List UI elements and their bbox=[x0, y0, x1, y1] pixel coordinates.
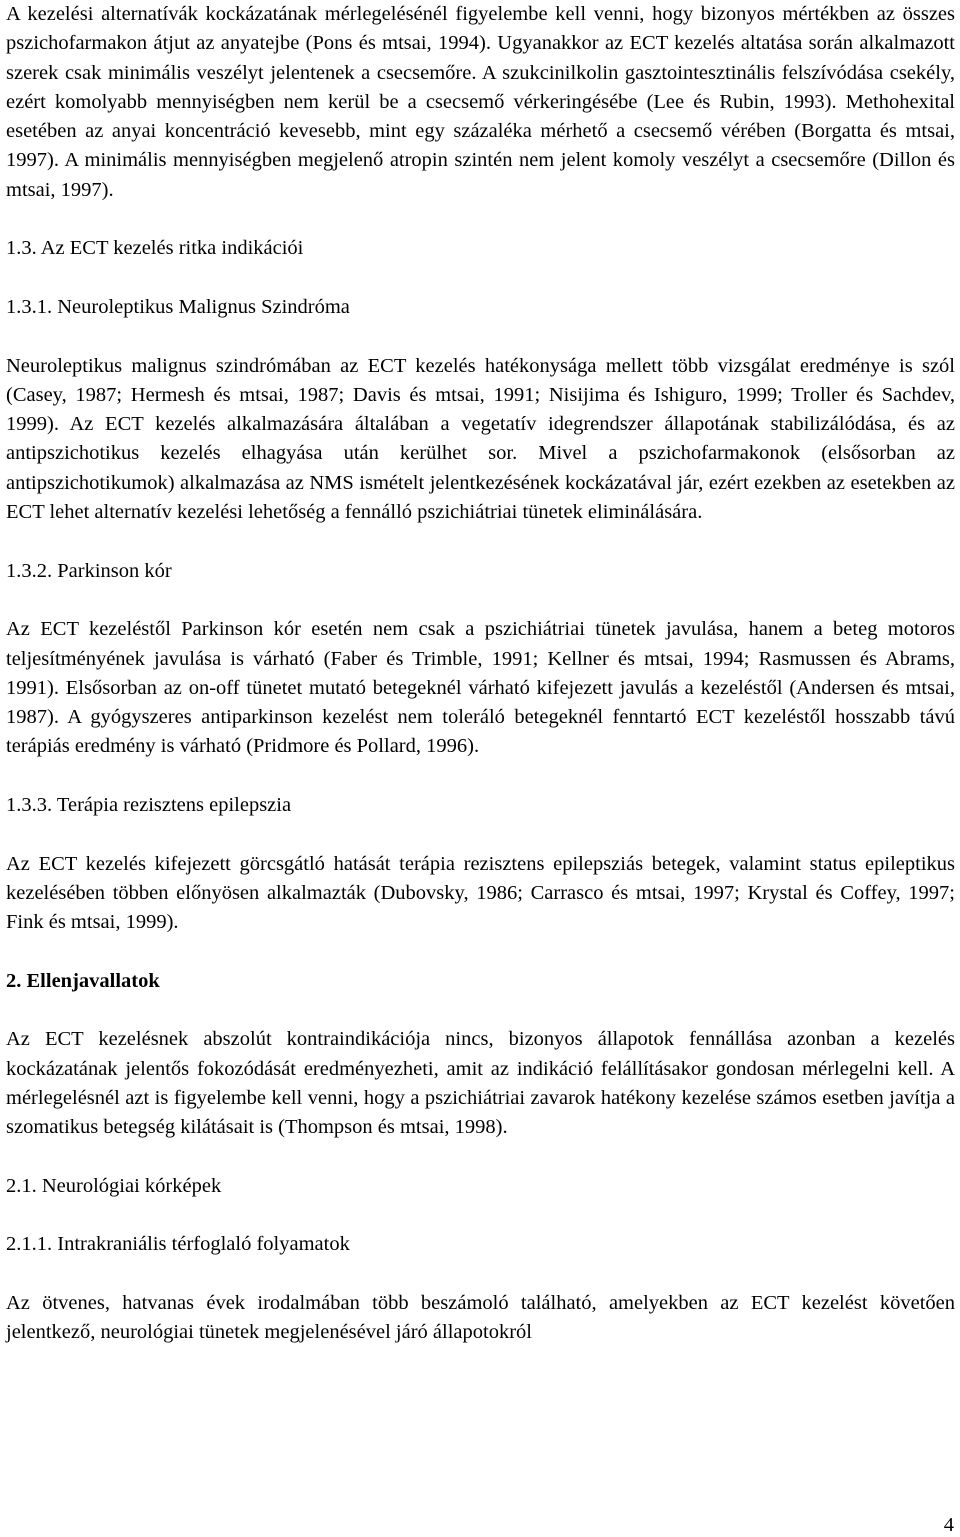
heading-contraindications: 2. Ellenjavallatok bbox=[6, 969, 160, 992]
paragraph-nms: Neuroleptikus malignus szindrómában az ECT kezelés hatékonysága mellett több vizsgálat eredménye is szól (Casey, 1987; Hermesh és mtsai, 1987; Davis és mtsai, 1991; Nisijima és Ishiguro, 1999; Troller és Sachdev, 1999). Az ECT kezelés alkalmazására általában a vegetatív idegrendszer állapotának stabilizálódása, és az antipszichotikus kezelés elhagyása után kerülhet sor. Mivel a pszichofarmakonok (elsősorban az antipszichotikumok) alkalmazása az NMS ismételt jelentkezésének kockázatával jár, ezért ezekben az esetekben az ECT lehet alternatív kezelési lehetőség a fennálló pszichiátriai tünetek eliminálására. bbox=[6, 354, 955, 524]
heading-epilepsy: 1.3.3. Terápia rezisztens epilepszia bbox=[6, 794, 292, 817]
heading-neurological: 2.1. Neurológiai kórképek bbox=[6, 1174, 222, 1197]
heading-intracranial: 2.1.1. Intrakraniális térfoglaló folyamatok bbox=[6, 1233, 350, 1256]
paragraph-epilepsy: Az ECT kezelés kifejezett görcsgátló hatását terápia rezisztens epilepsziás betegek, valamint status epileptikus kezelésében többen előnyösen alkalmazták (Dubovsky, 1986; Carrasco és mtsai, 1997; Krystal és Coffey, 1997; Fink és mtsai, 1999). bbox=[6, 852, 955, 934]
document-page bbox=[6, 0, 955, 1377]
heading-rare-indications: 1.3. Az ECT kezelés ritka indikációi bbox=[6, 237, 304, 260]
paragraph-intracranial: Az ötvenes, hatvanas évek irodalmában több beszámoló található, amelyekben az ECT kezelést követően jelentkező, neurológiai tünetek megjelenésével járó állapotokról bbox=[6, 1292, 955, 1344]
paragraph-parkinson: Az ECT kezeléstől Parkinson kór esetén nem csak a pszichiátriai tünetek javulása, hanem a beteg motoros teljesítményének javulása is várható (Faber és Trimble, 1991; Kellner és mtsai, 1994; Rasmussen és Abrams, 1991). Elsősorban az on-off tünetet mutató betegeknél várható kifejezett javulás a kezeléstől (Andersen és mtsai, 1987). A gyógyszeres antiparkinson kezelést nem toleráló betegeknél fenntartó ECT kezeléstől hosszabb távú terápiás eredmény is várható (Pridmore és Pollard, 1996). bbox=[6, 618, 955, 758]
paragraph-breastfeeding-risk: A kezelési alternatívák kockázatának mérlegelésénél figyelembe kell venni, hogy bizonyos mértékben az összes pszichofarmakon átjut az anyatejbe (Pons és mtsai, 1994). Ugyanakkor az ECT kezelés altatása során alkalmazott szerek csak minimális veszélyt jelentenek a csecsemőre. A szukcinilkolin gasztointesztinális felszívódása csekély, ezért komolyabb mennyiségben nem kerül be a csecsemő vérkeringésébe (Lee és Rubin, 1993). Methohexital esetében az anyai koncentráció kevesebb, mint egy százaléka mérhető a csecsemő vérében (Borgatta és mtsai, 1997). A minimális mennyiségben megjelenő atropin szintén nem jelent komoly veszélyt a csecsemőre (Dillon és mtsai, 1997). bbox=[6, 3, 955, 201]
heading-nms: 1.3.1. Neuroleptikus Malignus Szindróma bbox=[6, 295, 350, 318]
heading-parkinson: 1.3.2. Parkinson kór bbox=[6, 559, 172, 582]
paragraph-contraindications: Az ECT kezelésnek abszolút kontraindikációja nincs, bizonyos állapotok fennállása azonban a kezelés kockázatának jelentős fokozódását eredményezheti, amit az indikáció felállításakor gondosan mérlegelni kell. A mérlegelésnél azt is figyelembe kell venni, hogy a pszichiátriai zavarok hatékony kezelése számos esetben javítja a szomatikus betegség kilátásait is (Thompson és mtsai, 1998). bbox=[6, 1028, 955, 1139]
page-number: 4 bbox=[943, 1514, 954, 1536]
